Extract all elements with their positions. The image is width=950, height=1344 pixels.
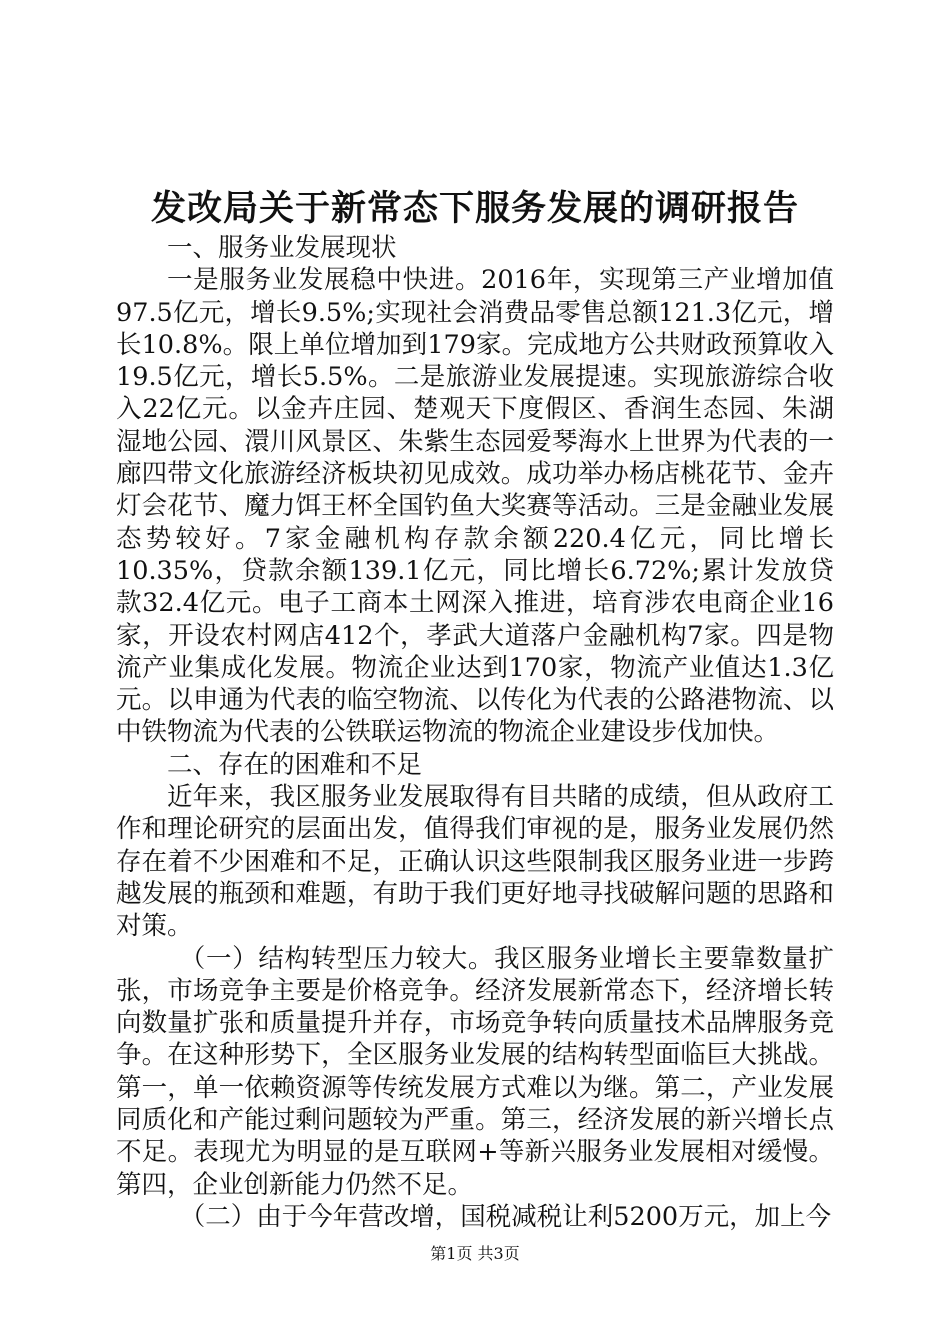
paragraph-tax-reform: （二）由于今年营改增，国税减税让利5200万元，加上今: [179, 1201, 832, 1232]
paragraph-difficulties: 近年来，我区服务业发展取得有目共睹的成绩，但从政府工作和理论研究的层面出发，值得我们审视的是，服务业发展仍然存在着不少困难和不足，正确认识这些限制我区服务业进一步跨越发展的瓶颈和难题，有助于我们更好地寻找破解问题的思路和对策。: [116, 782, 834, 942]
page-number-footer: 第1页 共3页: [430, 1244, 520, 1263]
section-heading-2: 二、存在的困难和不足: [167, 749, 423, 780]
document-title: 发改局关于新常态下服务发展的调研报告: [150, 188, 799, 229]
paragraph-structure-transition: （一）结构转型压力较大。我区服务业增长主要靠数量扩张，市场竞争主要是价格竞争。经济发展新常态下，经济增长转向数量扩张和质量提升并存，市场竞争转向质量技术品牌服务竞争。在这种形势下，全区服务业发展的结构转型面临巨大挑战。第一，单一依赖资源等传统发展方式难以为继。第二，产业发展同质化和产能过剩问题较为严重。第三，经济发展的新兴增长点不足。表现尤为明显的是互联网+等新兴服务业发展相对缓慢。第四，企业创新能力仍然不足。: [116, 943, 834, 1200]
document-body: [116, 232, 834, 1233]
paragraph-status: 一是服务业发展稳中快进。2016年，实现第三产业增加值97.5亿元，增长9.5%;实现社会消费品零售总额121.3亿元，增长10.8%。限上单位增加到179家。完成地方公共财政预算收入19.5亿元，增长5.5%。二是旅游业发展提速。实现旅游综合收入22亿元。以金卉庄园、楚观天下度假区、香润生态园、朱湖湿地公园、澴川风景区、朱紫生态园爱琴海水上世界为代表的一廊四带文化旅游经济板块初见成效。成功举办杨店桃花节、金卉灯会花节、魔力饵王杯全国钓鱼大奖赛等活动。三是金融业发展态势较好。7家金融机构存款余额220.4亿元，同比增长10.35%，贷款余额139.1亿元，同比增长6.72%;累计发放贷款32.4亿元。电子工商本土网深入推进，培育涉农电商企业16家，开设农村网店412个，孝武大道落户金融机构7家。四是物流产业集成化发展。物流企业达到170家，物流产业值达1.3亿元。以申通为代表的临空物流、以传化为代表的公路港物流、以中铁物流为代表的公铁联运物流的物流企业建设步伐加快。: [116, 265, 834, 748]
section-heading-1: 一、服务业发展现状: [167, 233, 397, 263]
